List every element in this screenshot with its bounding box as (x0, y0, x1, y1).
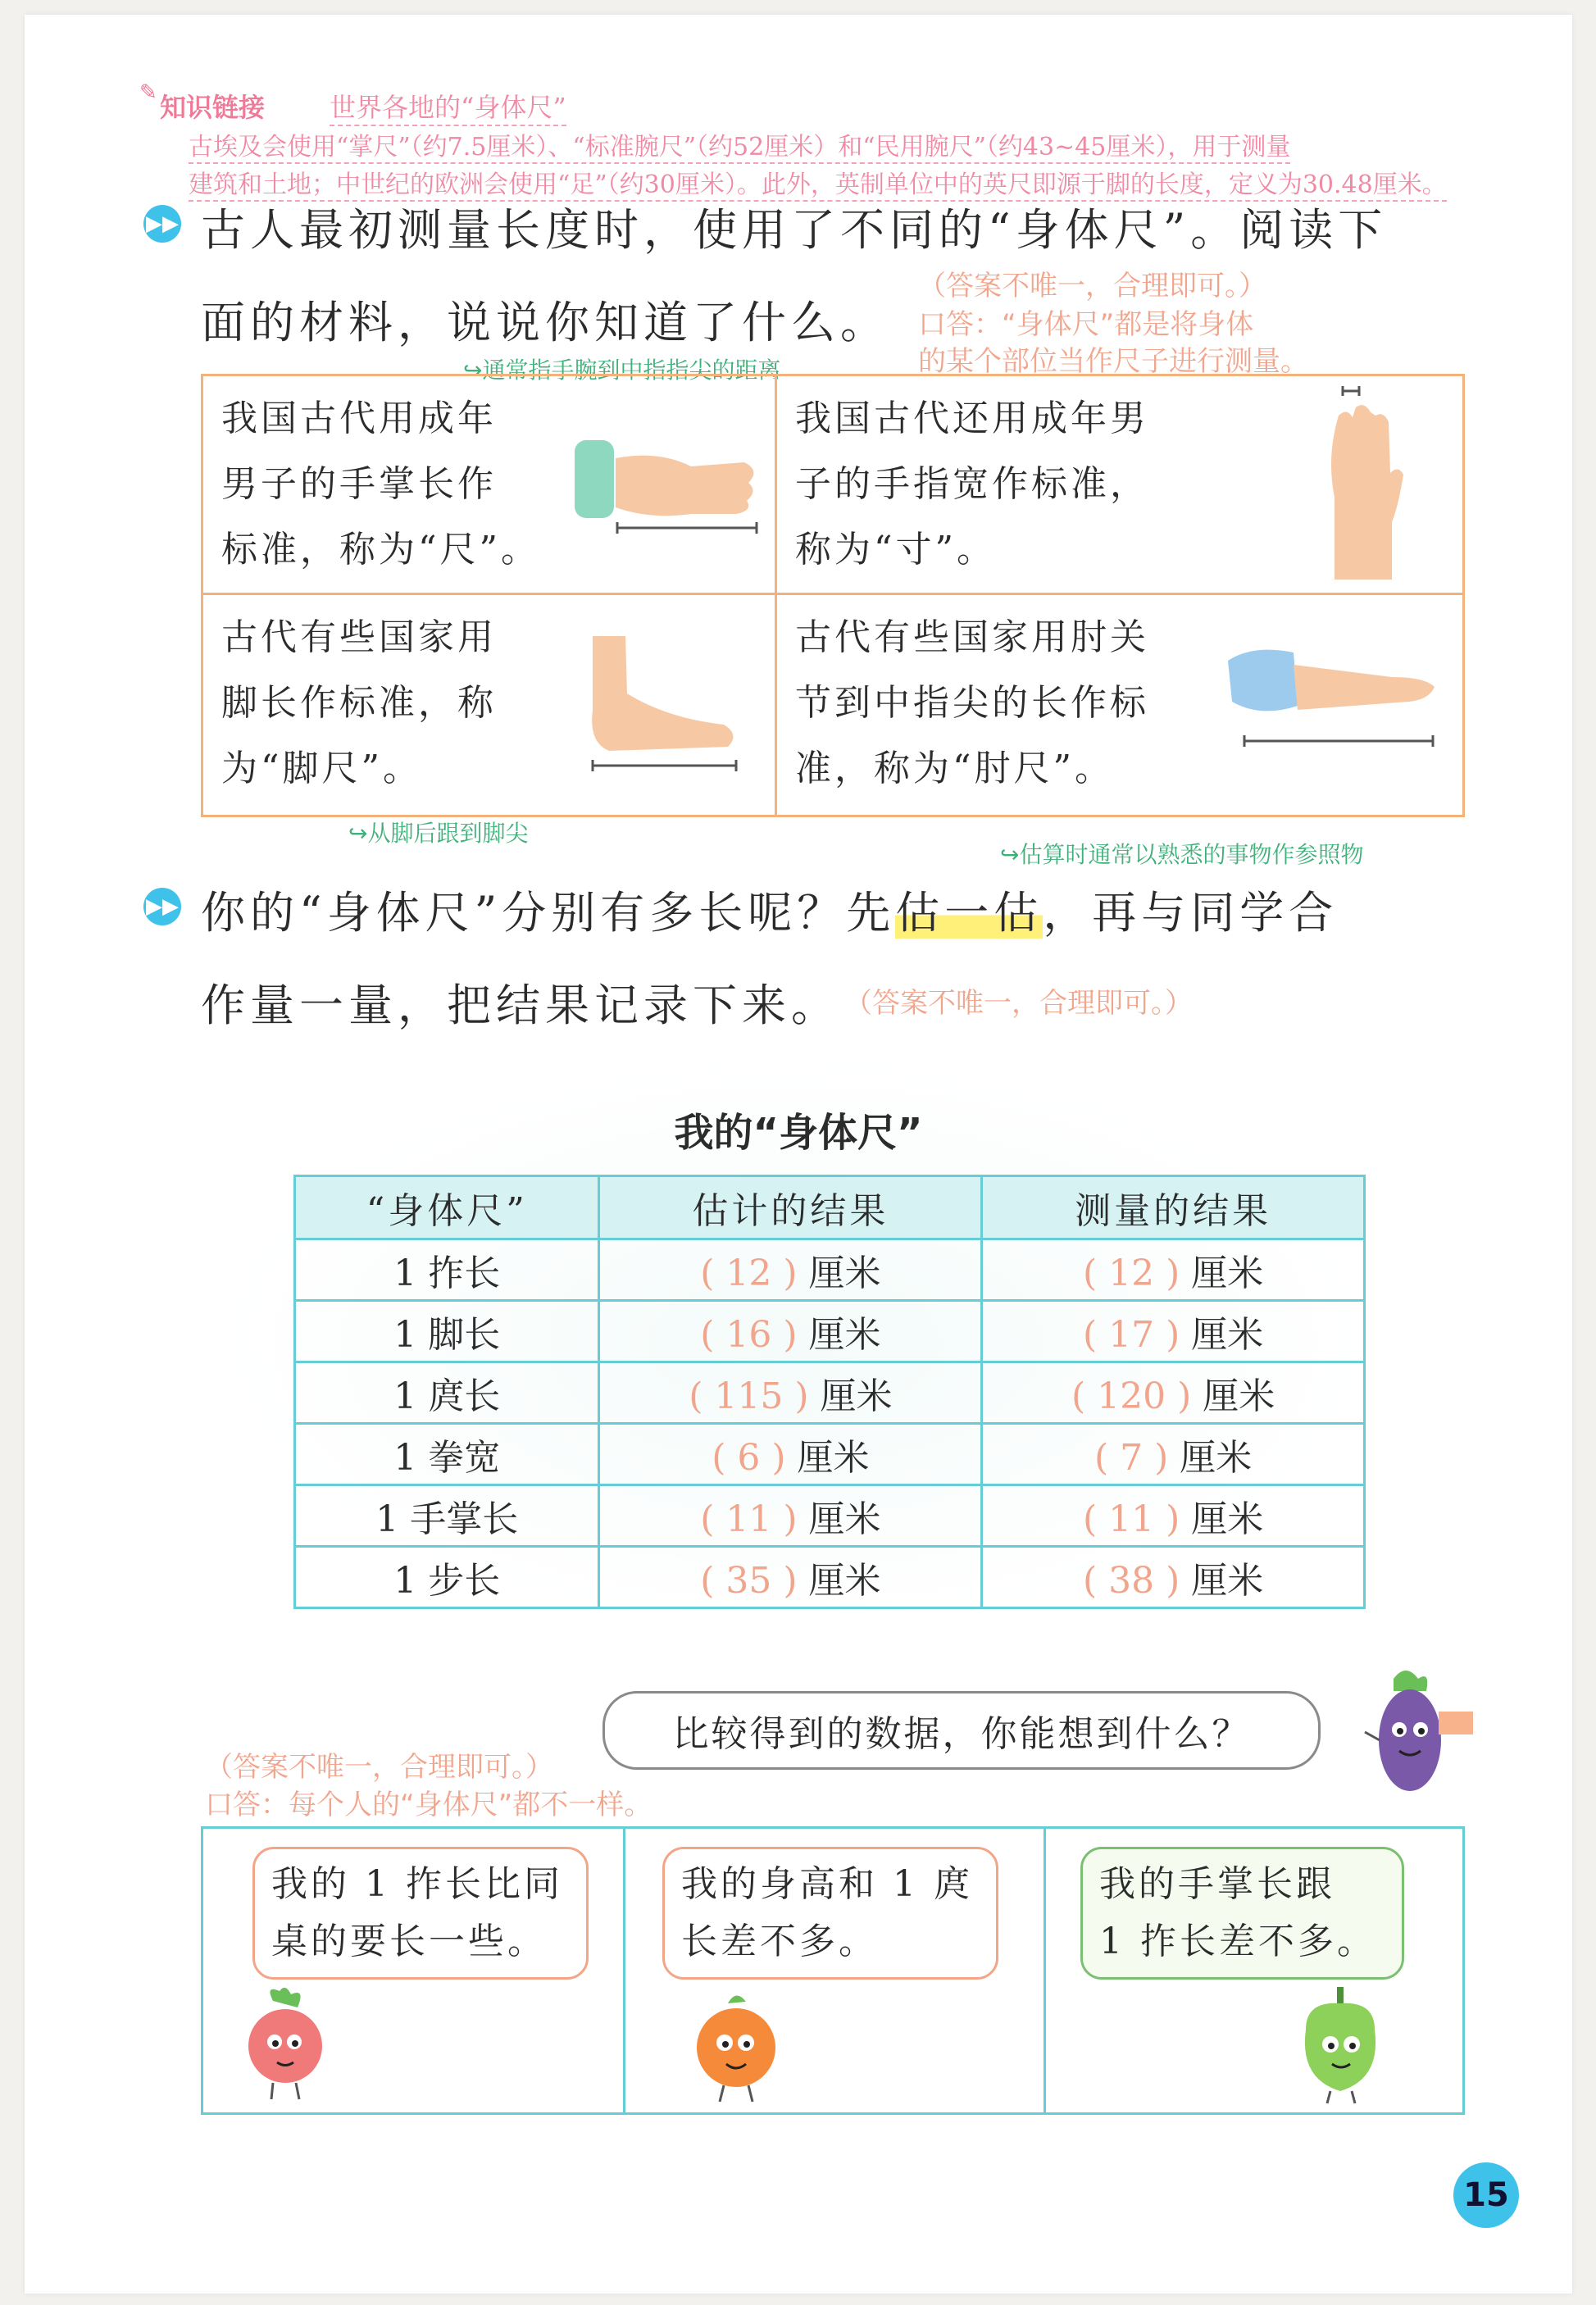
measured-cell: ( 12 ) 厘米 (982, 1239, 1365, 1301)
answer-text-cont: 的某个部位当作尺子进行测量。 (918, 345, 1308, 378)
forearm-illustration (1220, 636, 1449, 759)
body-part-cell: 1 脚长 (295, 1301, 599, 1362)
measured-cell: ( 7 ) 厘米 (982, 1424, 1365, 1485)
material-grid (201, 374, 1465, 817)
speech-bubble-3: 我的手掌长跟 1 拃长差不多。 (1080, 1847, 1404, 1980)
hand-palm-illustration (568, 425, 765, 540)
answer-text: 口答：每个人的“身体尺”都不一样。 (205, 1789, 652, 1821)
body-part-cell: 1 步长 (295, 1547, 599, 1608)
textbook-page (25, 15, 1572, 2294)
annotation-foot: ↪从脚后跟到脚尖 (348, 820, 529, 847)
body-part-cell: 1 拃长 (295, 1239, 599, 1301)
estimate-cell: ( 16 ) 厘米 (599, 1301, 982, 1362)
material-cell-chi: 我国古代用成年 男子的手掌长作 标准，称为“尺”。 (203, 376, 777, 595)
col-header-estimate: 估计的结果 (599, 1176, 982, 1239)
table-row (295, 1485, 1365, 1547)
knowledge-link-subtitle: 世界各地的“身体尺” (330, 87, 566, 126)
estimate-cell: ( 35 ) 厘米 (599, 1547, 982, 1608)
annotation-chi: ↪通常指手腕到中指指尖的距离 (463, 357, 781, 384)
estimate-cell: ( 11 ) 厘米 (599, 1485, 982, 1547)
table-row (295, 1301, 1365, 1362)
knowledge-link-label: 知识链接 (160, 92, 266, 123)
measured-cell: ( 120 ) 厘米 (982, 1362, 1365, 1424)
estimate-cell: ( 12 ) 厘米 (599, 1239, 982, 1301)
comments-panel (201, 1826, 1465, 2115)
table-row (295, 1362, 1365, 1424)
answer-note: （答案不唯一，合理即可。） (918, 270, 1266, 302)
measured-cell: ( 11 ) 厘米 (982, 1485, 1365, 1547)
radish-mascot (240, 1984, 330, 2107)
answer-text: 口答：“身体尺”都是将身体 (918, 308, 1254, 341)
material-cell-foot: 古代有些国家用 脚长作标准，称 为“脚尺”。 (203, 595, 777, 815)
pencil-icon: ✎ (139, 80, 157, 105)
compare-prompt-bubble: 比较得到的数据，你能想到什么？ (602, 1691, 1321, 1770)
question2-line2: 作量一量，把结果记录下来。 (201, 980, 840, 1031)
speech-bubble-2: 我的身高和 1 庹 长差不多。 (662, 1847, 998, 1980)
body-ruler-table (293, 1175, 1366, 1609)
table-row (295, 1239, 1365, 1301)
eggplant-mascot (1348, 1662, 1480, 1806)
foot-illustration (576, 628, 748, 771)
question1-line2: 面的材料，说说你知道了什么。 (201, 297, 889, 348)
question-bullet-icon: ▶▶ (143, 205, 181, 243)
measured-cell: ( 38 ) 厘米 (982, 1547, 1365, 1608)
question2-line1: 你的“身体尺”分别有多长呢？先估一估，再与同学合 (201, 887, 1339, 939)
estimate-cell: ( 115 ) 厘米 (599, 1362, 982, 1424)
measured-cell: ( 17 ) 厘米 (982, 1301, 1365, 1362)
body-part-cell: 1 手掌长 (295, 1485, 599, 1547)
estimate-cell: ( 6 ) 厘米 (599, 1424, 982, 1485)
knowledge-link-line1: 古埃及会使用“掌尺”（约7.5厘米）、“标准腕尺”（约52厘米）和“民用腕尺”（约43~45厘米），用于测量 (189, 126, 1290, 164)
page-number: 15 (1453, 2162, 1519, 2228)
table-row (295, 1547, 1365, 1608)
material-cell-elbow: 古代有些国家用肘关 节到中指尖的长作标 准，称为“肘尺”。 (777, 595, 1462, 815)
table-title: 我的“身体尺” (674, 1110, 923, 1156)
orange-mascot (687, 1989, 785, 2107)
speech-bubble-1: 我的 1 拃长比同 桌的要长一些。 (252, 1847, 589, 1980)
annotation-estimate: ↪估算时通常以熟悉的事物作参照物 (1000, 841, 1364, 868)
answer-note: （答案不唯一，合理即可。） (844, 987, 1193, 1020)
col-header-measured: 测量的结果 (982, 1176, 1365, 1239)
material-cell-cun: 我国古代还用成年男 子的手指宽作标准， 称为“寸”。 (777, 376, 1462, 595)
hand-finger-illustration (1302, 383, 1425, 584)
pepper-mascot (1289, 1980, 1396, 2107)
knowledge-link-line2: 建筑和土地；中世纪的欧洲会使用“足”（约30厘米）。此外，英制单位中的英尺即源于脚的长度，定义为30.48厘米。 (189, 164, 1447, 202)
answer-note: （答案不唯一，合理即可。） (205, 1751, 553, 1784)
body-part-cell: 1 拳宽 (295, 1424, 599, 1485)
question-bullet-icon: ▶▶ (143, 888, 181, 925)
col-header-name: “身体尺” (295, 1176, 599, 1239)
body-part-cell: 1 庹长 (295, 1362, 599, 1424)
question1-line1: 古人最初测量长度时，使用了不同的“身体尺”。阅读下 (201, 204, 1388, 256)
table-row (295, 1424, 1365, 1485)
